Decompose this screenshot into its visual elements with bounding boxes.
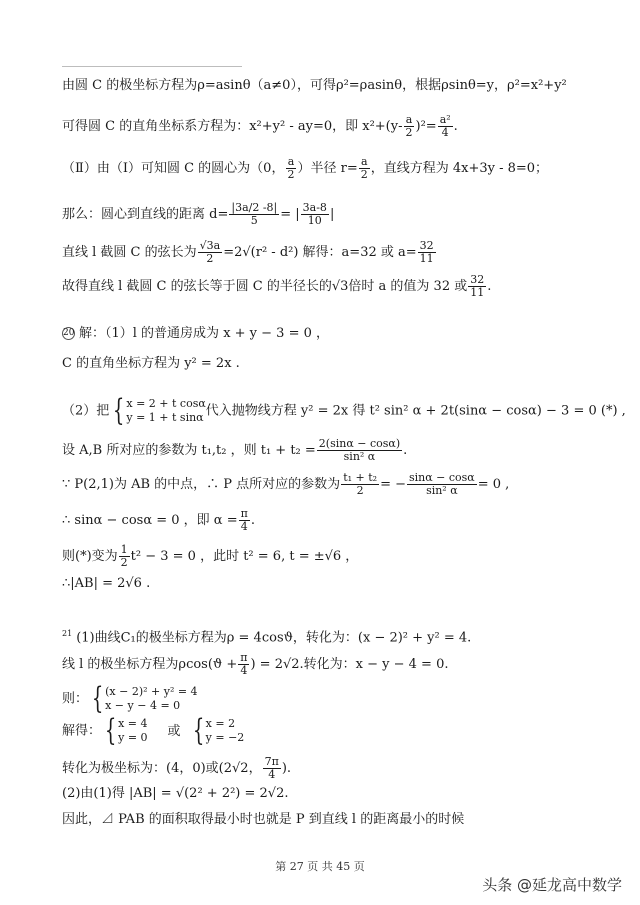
left-brace: { (192, 713, 204, 748)
s2-line7-text-a: 则(*)变为 (62, 549, 118, 564)
left-brace: { (113, 393, 125, 428)
frac-denominator: sin² α (343, 450, 376, 463)
system-row: x = 4 (118, 717, 148, 730)
s1-line3 (62, 156, 548, 181)
s1-line2 (62, 114, 458, 139)
s2-line6 (62, 508, 255, 533)
s1-line3-frac1 (285, 156, 296, 181)
s1-line3-frac2 (359, 156, 370, 181)
frac-numerator: π (240, 651, 248, 664)
frac-numerator: 2(sinα − cosα) (318, 437, 401, 450)
s1-line3-text-a: （Ⅱ）由（Ⅰ）可知圆 C 的圆心为（0， (62, 161, 285, 176)
s2-param-system (109, 393, 206, 428)
s1-line2-frac1 (404, 114, 415, 139)
s3-line1-text: (1)曲线C₁的极坐标方程为ρ = 4cosϑ，转化为：(x − 2)² + y² = 4. (76, 630, 472, 646)
question-number-badge: 20 (63, 328, 75, 338)
s2-line1 (62, 326, 329, 342)
frac-denominator: 11 (470, 286, 485, 299)
frac-denominator: 2 (405, 126, 413, 139)
left-brace: { (104, 713, 117, 748)
s3-line2 (62, 652, 448, 677)
s3-line5-frac (263, 756, 281, 781)
s3-solution-2 (189, 713, 245, 748)
s3-line1 (62, 626, 471, 646)
frac-numerator: a² (439, 113, 451, 126)
s3-line7: 因此，⊿ PAB 的面积取得最小时也就是 P 到直线 l 的距离最小的时候 (62, 812, 465, 827)
frac-denominator: 5 (250, 214, 258, 227)
s2-line7-text-b: t² − 3 = 0 ，此时 t² = 6, t = ±√6 ， (130, 549, 359, 564)
s1-line6 (62, 274, 491, 299)
s3-line5 (62, 756, 291, 781)
frac-numerator: 32 (419, 239, 434, 252)
frac-denominator: 10 (307, 214, 322, 227)
watermark: 头条 @延龙高中数学 (482, 876, 622, 894)
s3-line4 (62, 713, 245, 748)
question-number: 21 (62, 629, 73, 638)
s3-line2-text-b: ) = 2√2.转化为：x − y − 4 = 0. (250, 657, 449, 672)
s3-solution-1 (101, 713, 148, 748)
s2-line7 (62, 544, 358, 569)
s1-line6-text-a: 故得直线 l 截圆 C 的弦长等于圆 C 的半径长的√3倍时 a 的值为 32 或 (62, 279, 468, 294)
s3-line4-text-a: 解得： (62, 723, 102, 739)
system-row: (x − 2)² + y² = 4 (105, 685, 198, 698)
frac-denominator: 4 (268, 768, 276, 781)
system-row: y = −2 (205, 731, 245, 744)
s1-line2-text-a: 可得圆 C 的直角坐标系方程为：x²+y² - ay=0，即 x²+(y- (62, 119, 403, 134)
s2-line4-text-b: . (403, 443, 408, 458)
s3-line3-text-a: 则： (62, 691, 89, 707)
s1-line6-frac (468, 274, 486, 299)
system-row: x = 2 + t cosα (126, 397, 206, 410)
s1-line2-text-c: . (453, 119, 458, 134)
frac-denominator: sin² α (426, 484, 458, 497)
frac-numerator: a (287, 155, 295, 168)
frac-numerator: |3a/2 -8| (231, 201, 278, 214)
s2-line4-frac (317, 438, 402, 463)
s1-line3-text-b: ）半径 r= (297, 161, 358, 176)
s3-line5-text-b: ). (281, 761, 292, 776)
system-row: x − y − 4 = 0 (105, 699, 181, 712)
frac-denominator: 11 (419, 252, 434, 265)
s2-line8: ∴|AB| = 2√6 . (62, 576, 151, 591)
frac-denominator: 2 (120, 556, 128, 569)
s1-line1: 由圆 C 的极坐标方程为ρ=asinθ（a≠0），可得ρ²=ρasinθ，根据ρsinθ=y，ρ²=x²+y² (62, 78, 567, 93)
s1-line2-frac2 (438, 114, 453, 139)
frac-numerator: a (405, 113, 413, 126)
frac-numerator: π (240, 507, 248, 520)
s2-line6-text-b: . (250, 513, 255, 528)
s2-line5-frac2 (407, 472, 477, 497)
s2-line4 (62, 438, 407, 463)
s1-line5-frac1 (198, 240, 223, 265)
frac-numerator: sinα − cosα (408, 471, 475, 484)
frac-numerator: 7π (264, 755, 279, 768)
s1-line4-text-a: 那么：圆心到直线的距离 d= (62, 207, 229, 222)
s3-line2-frac (238, 652, 249, 677)
frac-numerator: √3a (199, 239, 221, 252)
left-brace: { (91, 681, 104, 716)
frac-denominator: 4 (240, 520, 248, 533)
frac-denominator: 2 (287, 168, 295, 181)
s3-equation-system (88, 681, 198, 716)
s3-line3 (62, 681, 198, 716)
frac-numerator: 32 (470, 273, 485, 286)
frac-denominator: 2 (360, 168, 368, 181)
s2-line2: C 的直角坐标方程为 y² = 2x . (62, 356, 240, 371)
s2-line6-frac (239, 508, 250, 533)
system-row: y = 0 (118, 731, 148, 744)
s2-line4-text-a: 设 A,B 所对应的参数为 t₁,t₂ ，则 t₁ + t₂ = (62, 443, 316, 458)
frac-denominator: 2 (356, 484, 364, 497)
s1-line5-text-a: 直线 l 截圆 C 的弦长为 (62, 245, 197, 260)
frac-denominator: 2 (206, 252, 214, 265)
s1-line2-text-b: )²= (415, 119, 437, 134)
s1-line3-text-c: ，直线方程为 4x+3y - 8=0； (370, 161, 549, 176)
s2-line5 (62, 472, 509, 497)
s2-line3-text-b: 代入抛物线方程 y² = 2x 得 t² sin² α + 2t(sinα − cosα) − 3 = 0 (*) , (205, 403, 626, 419)
s1-line6-text-b: . (487, 279, 492, 294)
s3-line6: (2)由(1)得 |AB| = √(2² + 2²) = 2√2. (62, 786, 289, 801)
s1-line4-text-b: = | (280, 207, 300, 222)
s3-line5-text-a: 转化为极坐标为：(4，0)或(2√2， (62, 761, 262, 776)
frac-numerator: 1 (120, 543, 128, 556)
s3-line4-or: 或 (167, 723, 181, 739)
s2-line3 (62, 393, 626, 428)
system-row: y = 1 + t sinα (126, 411, 204, 424)
top-divider (62, 66, 242, 67)
page-footer: 第 27 页 共 45 页 (275, 860, 365, 873)
frac-numerator: t₁ + t₂ (343, 471, 378, 484)
s1-line4-text-c: | (329, 207, 335, 222)
s3-line2-text-a: 线 l 的极坐标方程为ρcos(ϑ + (62, 657, 238, 672)
frac-numerator: a (360, 155, 368, 168)
system-row: x = 2 (205, 717, 236, 730)
s2-line7-frac (119, 544, 130, 569)
s1-line5-frac2 (418, 240, 436, 265)
frac-denominator: 4 (441, 126, 449, 139)
s1-line4 (62, 202, 334, 227)
s2-line5-text-c: = 0 , (477, 477, 510, 492)
s2-line1-text: 解：（1）l 的普通房成为 x + y − 3 = 0 ， (79, 326, 330, 341)
frac-denominator: 4 (240, 664, 248, 677)
s1-line4-frac1 (229, 202, 279, 227)
s1-line5 (62, 240, 437, 265)
s2-line5-frac1 (341, 472, 379, 497)
s2-line5-text-b: = − (380, 477, 406, 492)
s2-line6-text-a: ∴ sinα − cosα = 0 ，即 α = (62, 513, 238, 528)
frac-numerator: 3a-8 (302, 201, 327, 214)
s1-line4-frac2 (301, 202, 329, 227)
s1-line5-text-b: =2√(r² - d²) 解得：a=32 或 a= (223, 245, 417, 260)
s2-line5-text-a: ∵ P(2,1)为 AB 的中点，∴ P 点所对应的参数为 (62, 477, 341, 492)
s2-line3-text-a: （2）把 (62, 403, 110, 419)
